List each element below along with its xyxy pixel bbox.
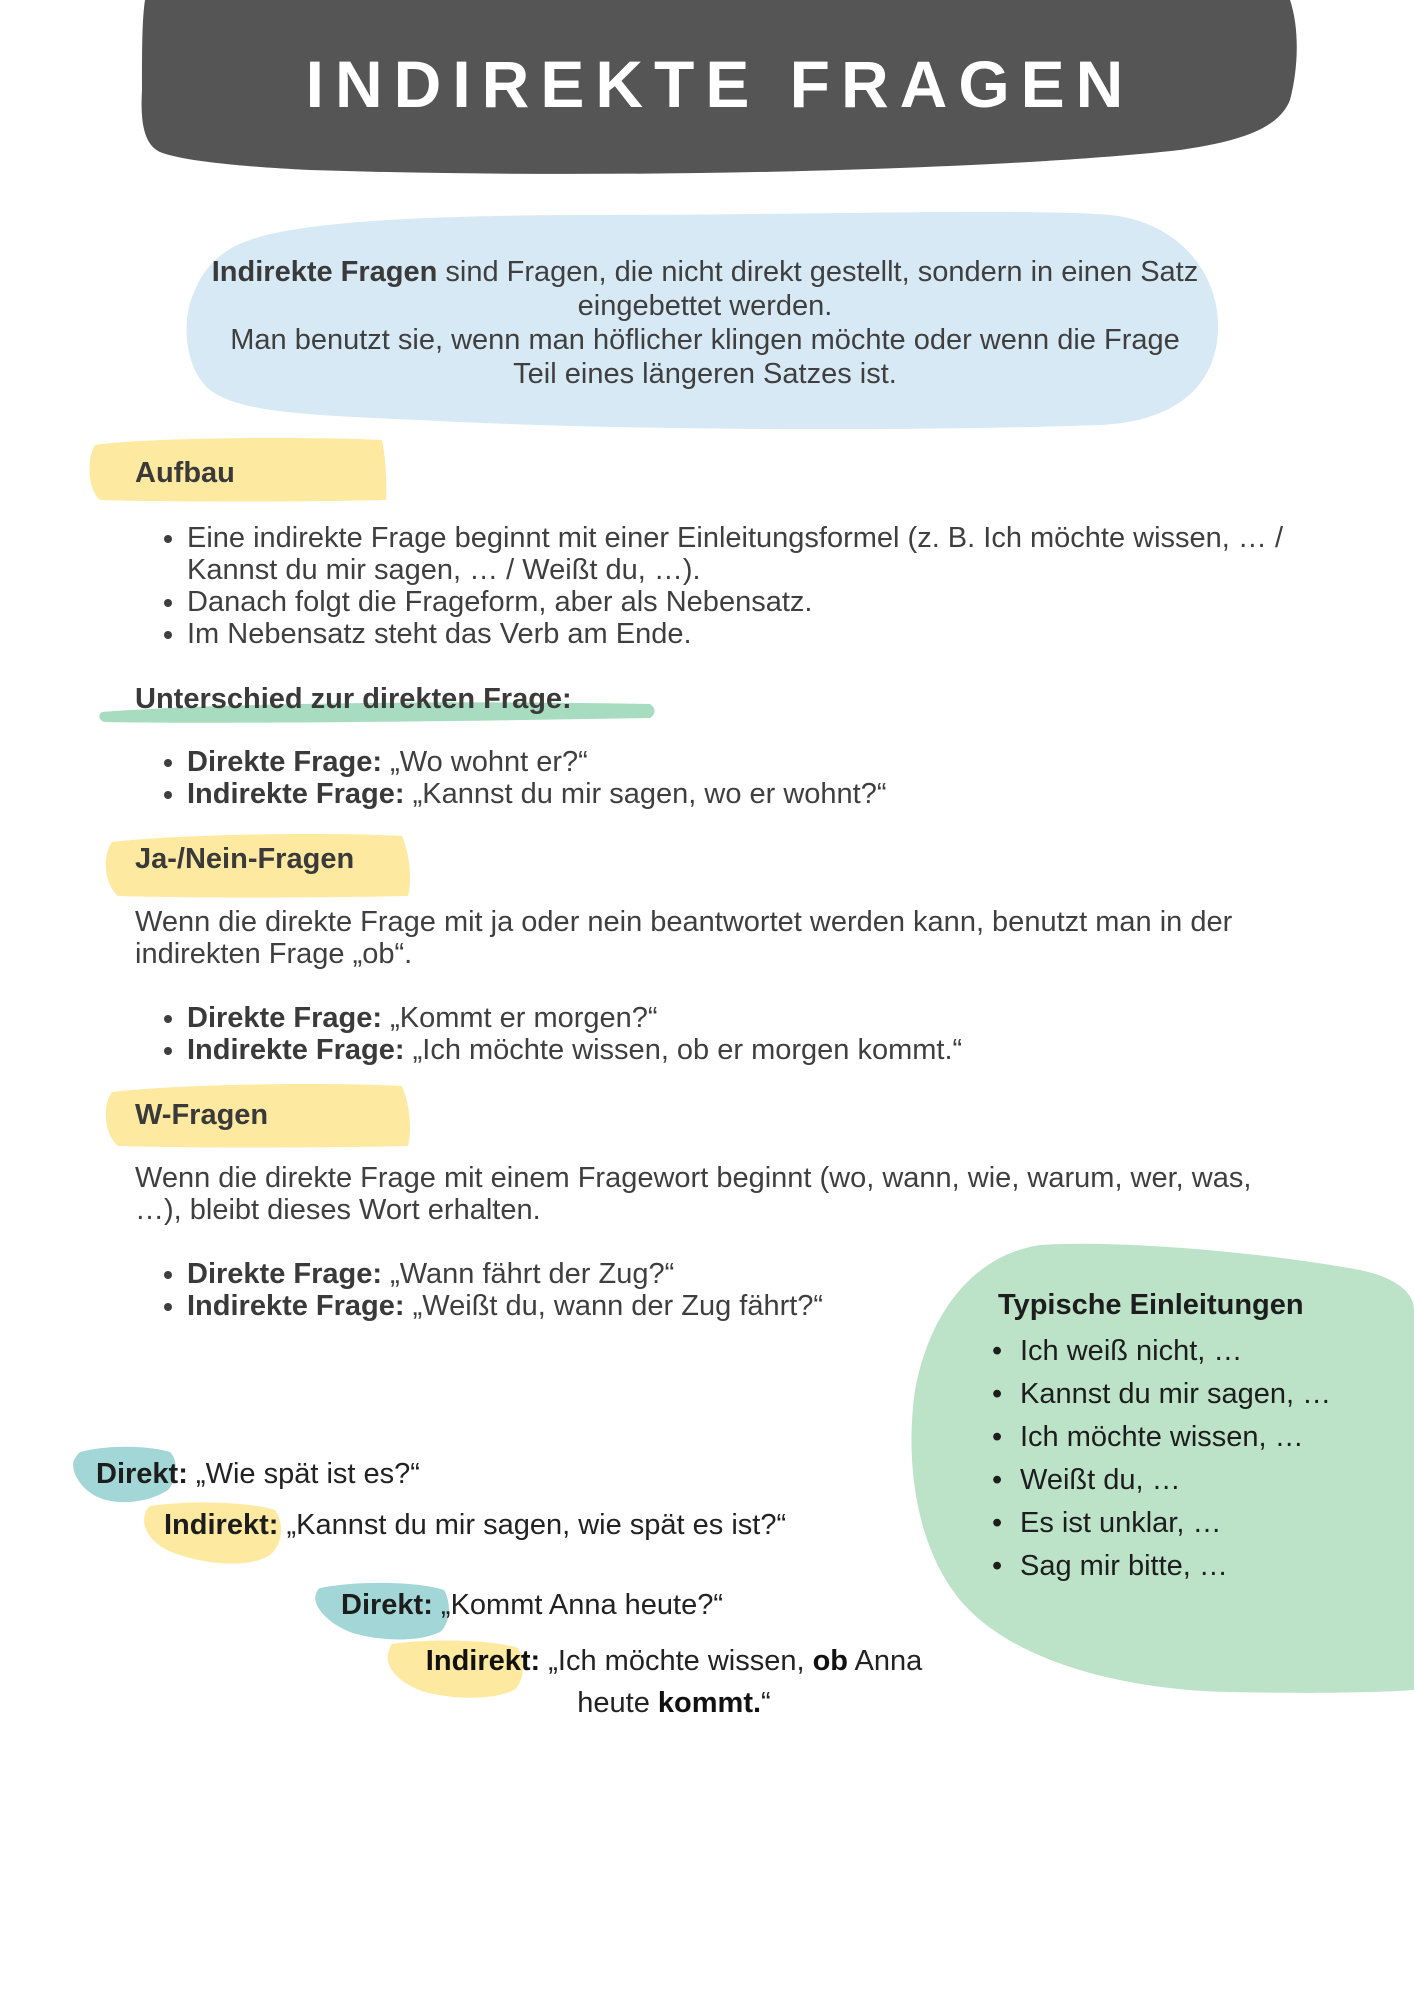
einleitungen-list bbox=[1020, 1330, 1331, 1588]
list-item: • Sag mir bitte, … bbox=[1020, 1545, 1331, 1588]
aufbau-heading: Aufbau bbox=[135, 457, 235, 489]
intro-line2: Man benutzt sie, wenn man höflicher klingen möchte oder wenn die Frage Teil eines längeren Satzes ist. bbox=[230, 324, 1180, 390]
list-item bbox=[187, 746, 1357, 778]
example-label: Indirekt: bbox=[164, 1509, 279, 1541]
list-text: „Kannst du mir sagen, wo er wohnt?“ bbox=[404, 778, 887, 810]
list-item bbox=[187, 1034, 1357, 1066]
example-text: “ bbox=[761, 1687, 771, 1719]
einleitungen-title: Typische Einleitungen bbox=[998, 1289, 1304, 1321]
example-1-direct bbox=[96, 1457, 420, 1491]
wfragen-list bbox=[135, 1258, 967, 1322]
example-emphasis-ob: ob bbox=[812, 1645, 849, 1677]
intro-line1: sind Fragen, die nicht direkt gestellt, sondern in einen Satz eingebettet werden. bbox=[437, 256, 1199, 322]
list-item: • Danach folgt die Frageform, aber als Nebensatz. bbox=[187, 586, 1357, 618]
janein-text: Wenn die direkte Frage mit ja oder nein beantwortet werden kann, benutzt man in der indirekten Frage „ob“. bbox=[135, 906, 1233, 970]
list-item bbox=[187, 778, 1357, 810]
list-item bbox=[187, 1002, 1357, 1034]
list-item: • Ich möchte wissen, … bbox=[1020, 1416, 1331, 1459]
list-item: • Kannst du mir sagen, … bbox=[1020, 1373, 1331, 1416]
list-text: „Wo wohnt er?“ bbox=[382, 746, 588, 778]
example-text: „Kannst du mir sagen, wie spät es ist?“ bbox=[278, 1509, 787, 1541]
list-item bbox=[187, 1290, 967, 1322]
list-item bbox=[187, 1258, 967, 1290]
intro-lead: Indirekte Fragen bbox=[211, 256, 438, 288]
example-2-indirect bbox=[404, 1640, 944, 1724]
example-text: „Ich möchte wissen, bbox=[540, 1645, 813, 1677]
list-term: Indirekte Frage: bbox=[187, 1034, 405, 1066]
list-term: Direkte Frage: bbox=[187, 1258, 383, 1290]
example-label: Direkt: bbox=[341, 1589, 433, 1621]
unterschied-list bbox=[135, 746, 1357, 810]
list-text: „Wann fährt der Zug?“ bbox=[382, 1258, 675, 1290]
list-term: Direkte Frage: bbox=[187, 1002, 383, 1034]
example-label: Indirekt: bbox=[425, 1645, 541, 1677]
list-text: „Weißt du, wann der Zug fährt?“ bbox=[404, 1290, 824, 1322]
list-text: „Ich möchte wissen, ob er morgen kommt.“ bbox=[404, 1034, 963, 1066]
list-term: Direkte Frage: bbox=[187, 746, 383, 778]
example-1-indirect bbox=[164, 1508, 786, 1542]
wfragen-text: Wenn die direkte Frage mit einem Fragewort beginnt (wo, wann, wie, warum, wer, was, …), bleibt dieses Wort erhalten. bbox=[135, 1162, 1252, 1226]
example-text: „Wie spät ist es?“ bbox=[187, 1458, 420, 1490]
janein-heading: Ja-/Nein-Fragen bbox=[135, 843, 355, 875]
list-text: „Kommt er morgen?“ bbox=[382, 1002, 658, 1034]
intro-text bbox=[205, 255, 1205, 391]
list-item: • Ich weiß nicht, … bbox=[1020, 1330, 1331, 1373]
example-text: „Kommt Anna heute?“ bbox=[432, 1589, 724, 1621]
page-title: INDIREKTE FRAGEN bbox=[305, 47, 1135, 121]
example-emphasis-kommt: kommt. bbox=[657, 1687, 762, 1719]
list-item: • Eine indirekte Frage beginnt mit einer Einleitungsformel (z. B. Ich möchte wissen, … / Kannst du mir sagen, … / Weißt du, …). bbox=[187, 522, 1357, 586]
janein-list bbox=[135, 1002, 1357, 1066]
example-text: Anna bbox=[848, 1645, 923, 1677]
aufbau-highlight bbox=[89, 438, 386, 502]
aufbau-list bbox=[135, 522, 1357, 650]
unterschied-heading: Unterschied zur direkten Frage: bbox=[135, 683, 572, 715]
example-label: Direkt: bbox=[96, 1458, 188, 1490]
example-2-direct bbox=[341, 1588, 723, 1622]
list-term: Indirekte Frage: bbox=[187, 1290, 405, 1322]
list-item: • Es ist unklar, … bbox=[1020, 1502, 1331, 1545]
list-item: • Im Nebensatz steht das Verb am Ende. bbox=[187, 618, 1357, 650]
list-item: • Weißt du, … bbox=[1020, 1459, 1331, 1502]
example-text: heute bbox=[577, 1687, 658, 1719]
list-term: Indirekte Frage: bbox=[187, 778, 405, 810]
wfragen-heading: W-Fragen bbox=[135, 1099, 269, 1131]
